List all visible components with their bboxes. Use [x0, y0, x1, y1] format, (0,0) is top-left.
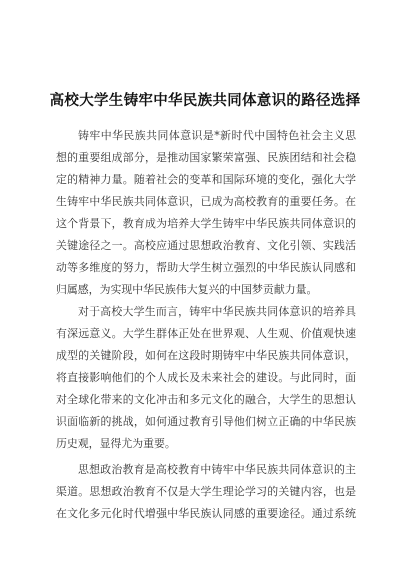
- paragraph-line: 动等多维度的努力，帮助大学生树立强烈的中华民族认同感和: [56, 261, 356, 274]
- paragraph-line: 对全球化带来的文化冲击和多元文化的融合，大学生的思想认: [56, 393, 356, 406]
- paragraph-line: 关键途径之一。高校应通过思想政治教育、文化引领、实践活: [56, 239, 356, 252]
- paragraph-line: 归属感，为实现中华民族伟大复兴的中国梦贡献力量。: [56, 283, 318, 296]
- paragraph-line: 铸牢中华民族共同体意识是*新时代中国特色社会主义思: [78, 129, 356, 142]
- paragraph-line: 历史观，显得尤为重要。: [56, 437, 176, 450]
- paragraph-line: 定的精神力量。随着社会的变革和国际环境的变化，强化大学: [56, 173, 356, 186]
- paragraph-line: 成型的关键阶段，如何在这段时期铸牢中华民族共同体意识，: [56, 349, 356, 362]
- paragraph-line: 渠道。思想政治教育不仅是大学生理论学习的关键内容，也是: [56, 485, 356, 498]
- paragraph-line: 思想政治教育是高校教育中铸牢中华民族共同体意识的主: [78, 463, 356, 476]
- paragraph-line: 这个背景下，教育成为培养大学生铸牢中华民族共同体意识的: [56, 217, 356, 230]
- paragraph-line: 在文化多元化时代增强中华民族认同感的重要途径。通过系统: [56, 507, 356, 520]
- paragraph-line: 识面临新的挑战，如何通过教育引导他们树立正确的中华民族: [56, 415, 356, 428]
- paragraph-line: 有深远意义。大学生群体正处在世界观、人生观、价值观快速: [56, 327, 356, 340]
- paragraph-line: 生铸牢中华民族共同体意识，已成为高校教育的重要任务。在: [56, 195, 356, 208]
- paragraph-line: 将直接影响他们的个人成长及未来社会的建设。与此同时，面: [56, 371, 356, 384]
- document-title: 高校大学生铸牢中华民族共同体意识的路径选择: [49, 92, 361, 109]
- paragraph-line: 对于高校大学生而言，铸牢中华民族共同体意识的培养具: [78, 305, 356, 318]
- paragraph-line: 想的重要组成部分，是推动国家繁荣富强、民族团结和社会稳: [56, 151, 356, 164]
